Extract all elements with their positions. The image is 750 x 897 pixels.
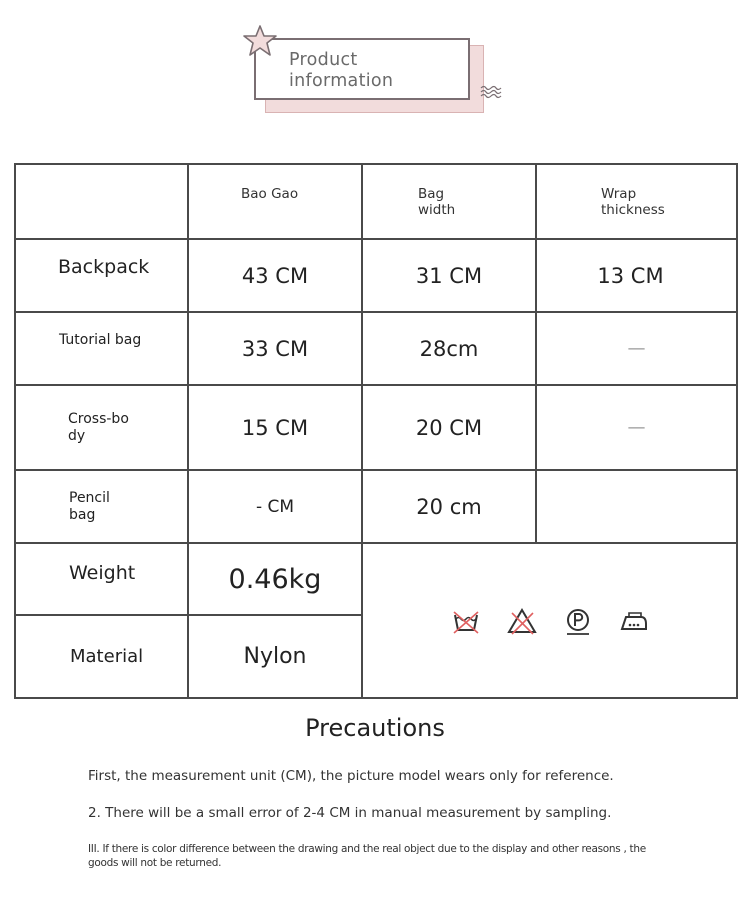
cell-value: 43 CM xyxy=(188,239,362,312)
do-not-wash-icon xyxy=(451,606,481,636)
dry-clean-p-icon xyxy=(563,606,593,636)
header-cell-empty xyxy=(15,164,188,239)
precautions-title: Precautions xyxy=(305,714,445,742)
cell-value: - CM xyxy=(188,470,362,543)
product-information-badge xyxy=(242,24,507,116)
table-row xyxy=(15,312,737,385)
cell-value-empty xyxy=(536,470,737,543)
precaution-item: 2. There will be a small error of 2-4 CM in manual measurement by sampling. xyxy=(88,805,612,821)
material-value: Nylon xyxy=(188,615,362,698)
header-cell-height: Bao Gao xyxy=(188,164,362,239)
header-cell-width: Bag width xyxy=(362,164,536,239)
cell-value: 15 CM xyxy=(188,385,362,470)
do-not-bleach-icon xyxy=(507,606,537,636)
cell-value: 31 CM xyxy=(362,239,536,312)
badge-title-line2: information xyxy=(289,71,394,91)
care-symbols-cell xyxy=(362,543,737,698)
cell-value: 33 CM xyxy=(188,312,362,385)
table-row xyxy=(15,239,737,312)
header-cell-thickness: Wrap thickness xyxy=(536,164,737,239)
row-label-pencil-bag: Pencil bag xyxy=(15,470,188,543)
row-label-material: Material xyxy=(15,615,188,698)
row-label-backpack: Backpack xyxy=(15,239,188,312)
row-label-weight: Weight xyxy=(15,543,188,615)
cell-value: — xyxy=(536,312,737,385)
table-row xyxy=(15,543,737,615)
precaution-item: First, the measurement unit (CM), the picture model wears only for reference. xyxy=(88,768,614,784)
precaution-item: III. If there is color difference between the drawing and the real object due to the display and other reasons , the goods will not be returned. xyxy=(88,843,646,869)
star-icon xyxy=(242,24,278,58)
weight-value: 0.46kg xyxy=(188,543,362,615)
row-label-tutorial-bag: Tutorial bag xyxy=(15,312,188,385)
row-label-cross-body: Cross-body xyxy=(15,385,188,470)
cell-value: 20 cm xyxy=(362,470,536,543)
cell-value: 20 CM xyxy=(362,385,536,470)
cell-value: — xyxy=(536,385,737,470)
table-row xyxy=(15,470,737,543)
badge-frame xyxy=(254,38,470,100)
badge-title-line1: Product xyxy=(289,50,358,70)
badge-title xyxy=(289,50,469,92)
waves-icon xyxy=(480,84,504,100)
table-row xyxy=(15,385,737,470)
care-icons-row xyxy=(363,606,736,636)
cell-value: 28cm xyxy=(362,312,536,385)
table-header-row xyxy=(15,164,737,239)
iron-low-icon xyxy=(619,606,649,636)
size-spec-table xyxy=(14,163,738,699)
cell-value: 13 CM xyxy=(536,239,737,312)
